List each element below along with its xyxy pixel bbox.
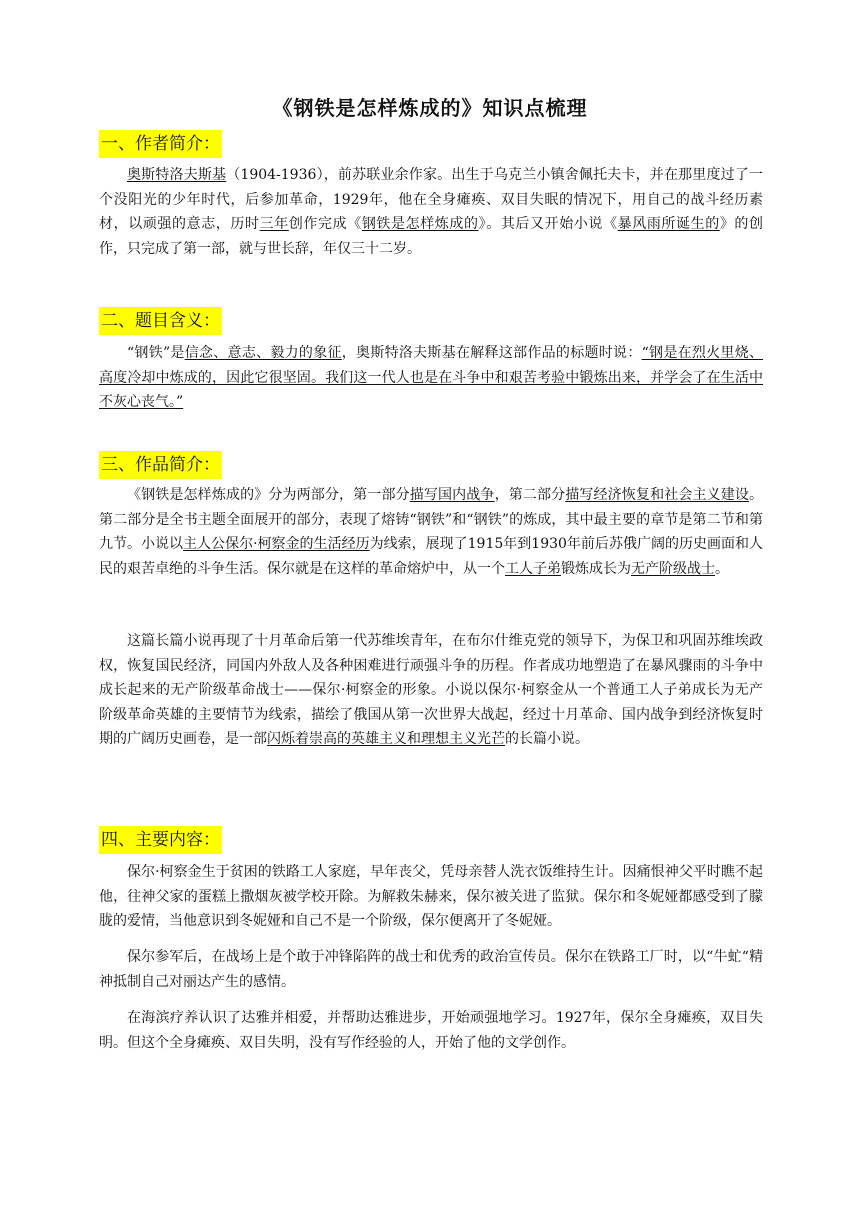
paragraph-work-intro-1 bbox=[99, 483, 763, 581]
paragraph-main-content-1 bbox=[99, 860, 763, 934]
text-run: “钢铁”是 bbox=[127, 345, 185, 361]
section-heading-title-meaning: 二、题目含义： bbox=[99, 307, 222, 335]
text-run: 。 bbox=[715, 560, 729, 577]
paragraph-main-content-2 bbox=[99, 945, 763, 994]
text-run: （1904-1936），前苏联业余作家。出生于乌克兰小镇舍佩托夫卡，并在那里度过了一个没阳光的少年时代，后参加革命，1929年，他在全身瘫痪、双目失眠的情况下，用自己的战斗经历素材，以顽强的意志，历时 bbox=[99, 167, 763, 232]
text-run: 。第二部分是全书主题全面展开的部分，表现了熔铸“钢铁”和“钢铁”的炼成，其中最主要的章节是第二节和第九节。小说以 bbox=[99, 487, 764, 552]
text-run: 》的创作，只完成了第一部，就与世长辞，年仅三十二岁。 bbox=[99, 216, 764, 257]
underlined-text: 主人公保尔·柯察金的生活经历 bbox=[183, 536, 370, 552]
paragraph-work-intro-2 bbox=[99, 629, 763, 752]
document-title: 《钢铁是怎样炼成的》知识点梳理 bbox=[272, 96, 588, 120]
text-run: 《钢铁是怎样炼成的》分为两部分，第一部分 bbox=[127, 487, 410, 503]
text-run: ，奥斯特洛夫斯基在解释这部作品的标题时说： bbox=[341, 345, 642, 361]
text-run: 的长篇小说。 bbox=[505, 731, 589, 747]
underlined-text: 闪烁着崇高的英雄主义和理想主义光芒 bbox=[267, 731, 505, 747]
underlined-text: 无产阶级战士 bbox=[631, 560, 715, 577]
underlined-text: 描写国内战争 bbox=[409, 487, 495, 503]
underlined-text: 暴风雨所诞生的 bbox=[617, 216, 720, 232]
paragraph-title-meaning bbox=[99, 341, 763, 415]
text-run: 》。其后又开始小说《 bbox=[478, 216, 618, 232]
text-run: 保尔参军后，在战场上是个敢于冲锋陷阵的战士和优秀的政治宣传员。保尔在铁路工厂时，以“牛虻“精神抵制自己对丽达产生的感情。 bbox=[99, 949, 763, 990]
paragraph-author bbox=[99, 163, 763, 261]
text-run: ，第二部分 bbox=[494, 487, 566, 503]
text-run: 为线索，展现了1915年到1930年前后苏俄广阔的历史画面和人民的艰苦卓绝的斗争生活。保尔就是在这样的革命熔炉中，从一个 bbox=[99, 536, 764, 577]
section-heading-main-content: 四、主要内容： bbox=[99, 826, 222, 854]
text-run: 在海滨疗养认识了达雅并相爱，并帮助达雅进步，开始顽强地学习。1927年，保尔全身瘫痪，双目失明。但这个全身瘫痪、双目失明，没有写作经验的人，开始了他的文学创作。 bbox=[99, 1010, 763, 1051]
text-run: 创作完成《 bbox=[288, 216, 362, 232]
underlined-text: “钢是在烈火里烧、高度冷却中炼成的，因此它很坚固。我们这一代人也是在斗争中和艰苦考验中锻炼出来，并学会了在生活中不灰心丧气。” bbox=[99, 345, 763, 410]
paragraph-main-content-3 bbox=[99, 1006, 763, 1055]
underlined-text: 奥斯特洛夫斯基 bbox=[127, 167, 227, 183]
text-run: 这篇长篇小说再现了十月革命后第一代苏维埃青年，在布尔什维克党的领导下，为保卫和巩固苏维埃政权，恢复国民经济，同国内外敌人及各种困难进行顽强斗争的历程。作者成功地塑造了在暴风骤雨的斗争中成长起来的无产阶级革命战士——保尔·柯察金的形象。小说以保尔·柯察金从一个普通工人子弟成长为无产阶级革命英雄的主要情节为线索，描绘了俄国从第一次世界大战起，经过十月革命、国内战争到经济恢复时期的广阔历史画卷，是一部 bbox=[99, 633, 763, 747]
underlined-text: 工人子弟 bbox=[505, 560, 561, 577]
section-heading-work-intro: 三、作品简介： bbox=[99, 451, 222, 479]
underlined-text: 信念、意志、毅力的象征 bbox=[184, 345, 342, 361]
underlined-text: 描写经济恢复和社会主义建设 bbox=[565, 487, 750, 503]
text-run: 锻炼成长为 bbox=[561, 560, 631, 577]
underlined-text: 三年 bbox=[259, 216, 289, 232]
text-run: 保尔·柯察金生于贫困的铁路工人家庭，早年丧父，凭母亲替人洗衣饭维持生计。因痛恨神父平时瞧不起他，往神父家的蛋糕上撒烟灰被学校开除。为解救朱赫来，保尔被关进了监狱。保尔和冬妮娅都感受到了朦胧的爱情，当他意识到冬妮娅和自己不是一个阶级，保尔便离开了冬妮娅。 bbox=[99, 864, 763, 929]
section-heading-author: 一、作者简介： bbox=[99, 130, 222, 158]
underlined-text: 钢铁是怎样炼成的 bbox=[361, 216, 479, 232]
